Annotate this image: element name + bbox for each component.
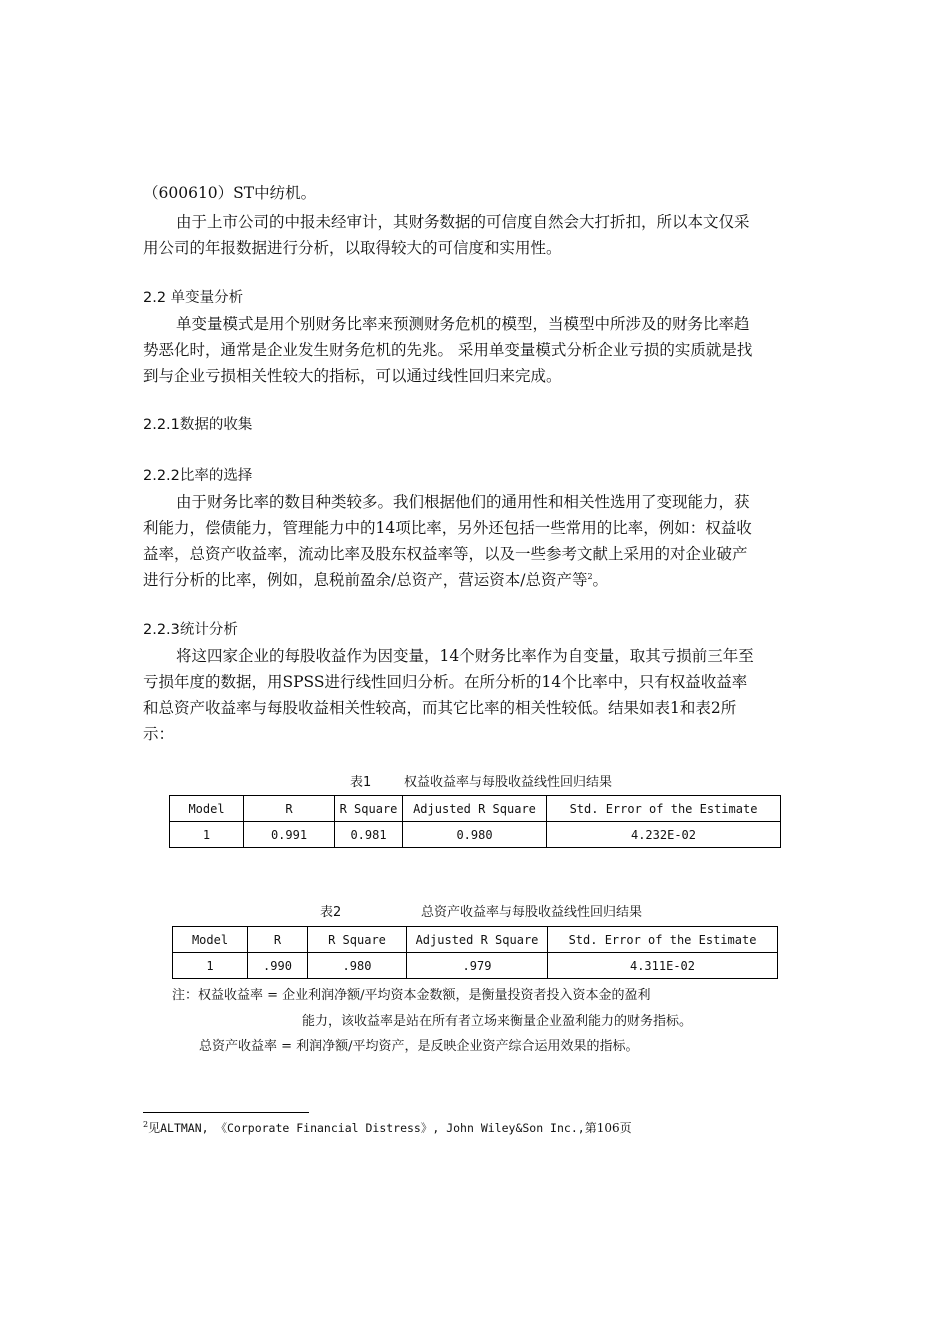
table-header-cell: Adjusted R Square [403, 796, 547, 822]
table-header-cell: R Square [335, 796, 403, 822]
table-cell: 1 [170, 822, 244, 848]
table-header-row [170, 796, 781, 822]
body-line: 由于财务比率的数目种类较多。我们根据他们的通用性和相关性选用了变现能力，获 [176, 493, 750, 511]
section-heading-2-2: 2.2 单变量分析 [143, 290, 244, 306]
footnote [143, 1120, 632, 1136]
table1 [169, 795, 781, 848]
table-header-row [173, 927, 778, 953]
table-note-line: 总资产收益率 = 利润净额/平均资产，是反映企业资产综合运用效果的指标。 [199, 1039, 639, 1054]
section-heading-2-2-2: 2.2.2比率的选择 [143, 468, 253, 484]
section-heading-2-2-1: 2.2.1数据的收集 [143, 417, 253, 433]
footnote-citation: ALTMAN, 《Corporate Financial Distress》, John Wiley&Son Inc., [160, 1121, 585, 1135]
table-cell: .979 [407, 953, 548, 979]
footnote-separator [143, 1112, 309, 1113]
body-line: 示： [143, 725, 175, 743]
body-line: 益率，总资产收益率，流动比率及股东权益率等，以及一些参考文献上采用的对企业破产 [143, 545, 748, 563]
table-row [170, 822, 781, 848]
table-header-cell: Std. Error of the Estimate [548, 927, 778, 953]
body-line [143, 570, 608, 590]
body-line-end: 。 [592, 571, 609, 589]
body-line: 利能力，偿债能力，管理能力中的14项比率，另外还包括一些常用的比率，例如：权益收 [143, 519, 752, 537]
table-cell: 0.991 [244, 822, 335, 848]
table-row [173, 953, 778, 979]
table-cell: 4.232E-02 [547, 822, 781, 848]
footnote-page: 第106页 [584, 1121, 632, 1135]
body-line-text: 进行分析的比率，例如，息税前盈余/总资产，营运资本/总资产等 [143, 571, 588, 589]
table-note-line: 能力，该收益率是站在所有者立场来衡量企业盈利能力的财务指标。 [302, 1014, 693, 1029]
table2 [172, 926, 778, 979]
table-header-cell: R Square [308, 927, 407, 953]
table2-label: 表2 [320, 905, 342, 920]
footnote-mark: 2 [143, 1120, 149, 1129]
table-cell: .990 [248, 953, 308, 979]
body-line: （600610）ST中纺机。 [143, 184, 317, 202]
footnote-reference[interactable]: 2 [587, 571, 593, 581]
table-header-cell: Adjusted R Square [407, 927, 548, 953]
table-header-cell: Model [173, 927, 248, 953]
table-header-cell: R [248, 927, 308, 953]
table-cell: .980 [308, 953, 407, 979]
table-header-cell: Std. Error of the Estimate [547, 796, 781, 822]
body-line: 将这四家企业的每股收益作为因变量，14个财务比率作为自变量，取其亏损前三年至 [176, 647, 754, 665]
table-cell: 0.981 [335, 822, 403, 848]
table-note-line: 注：权益收益率 = 企业利润净额/平均资本金数额，是衡量投资者投入资本金的盈利 [172, 988, 651, 1003]
table2-title: 总资产收益率与每股收益线性回归结果 [421, 905, 643, 920]
table-cell: 4.311E-02 [548, 953, 778, 979]
table1-label: 表1 [350, 775, 372, 790]
table-header-cell: Model [170, 796, 244, 822]
body-line: 到与企业亏损相关性较大的指标，可以通过线性回归来完成。 [143, 367, 562, 385]
body-line: 用公司的年报数据进行分析，以取得较大的可信度和实用性。 [143, 239, 562, 257]
body-line: 势恶化时，通常是企业发生财务危机的先兆。 采用单变量模式分析企业亏损的实质就是找 [143, 341, 753, 359]
table-cell: 0.980 [403, 822, 547, 848]
table-cell: 1 [173, 953, 248, 979]
body-line: 由于上市公司的中报未经审计，其财务数据的可信度自然会大打折扣，所以本文仅采 [176, 213, 750, 231]
body-line: 亏损年度的数据，用SPSS进行线性回归分析。在所分析的14个比率中，只有权益收益率 [143, 673, 748, 691]
section-heading-2-2-3: 2.2.3统计分析 [143, 622, 238, 638]
table-header-cell: R [244, 796, 335, 822]
table1-title: 权益收益率与每股收益线性回归结果 [404, 775, 613, 790]
footnote-prefix: 见 [148, 1121, 161, 1135]
body-line: 单变量模式是用个别财务比率来预测财务危机的模型，当模型中所涉及的财务比率趋 [176, 315, 750, 333]
body-line: 和总资产收益率与每股收益相关性较高，而其它比率的相关性较低。结果如表1和表2所 [143, 699, 737, 717]
